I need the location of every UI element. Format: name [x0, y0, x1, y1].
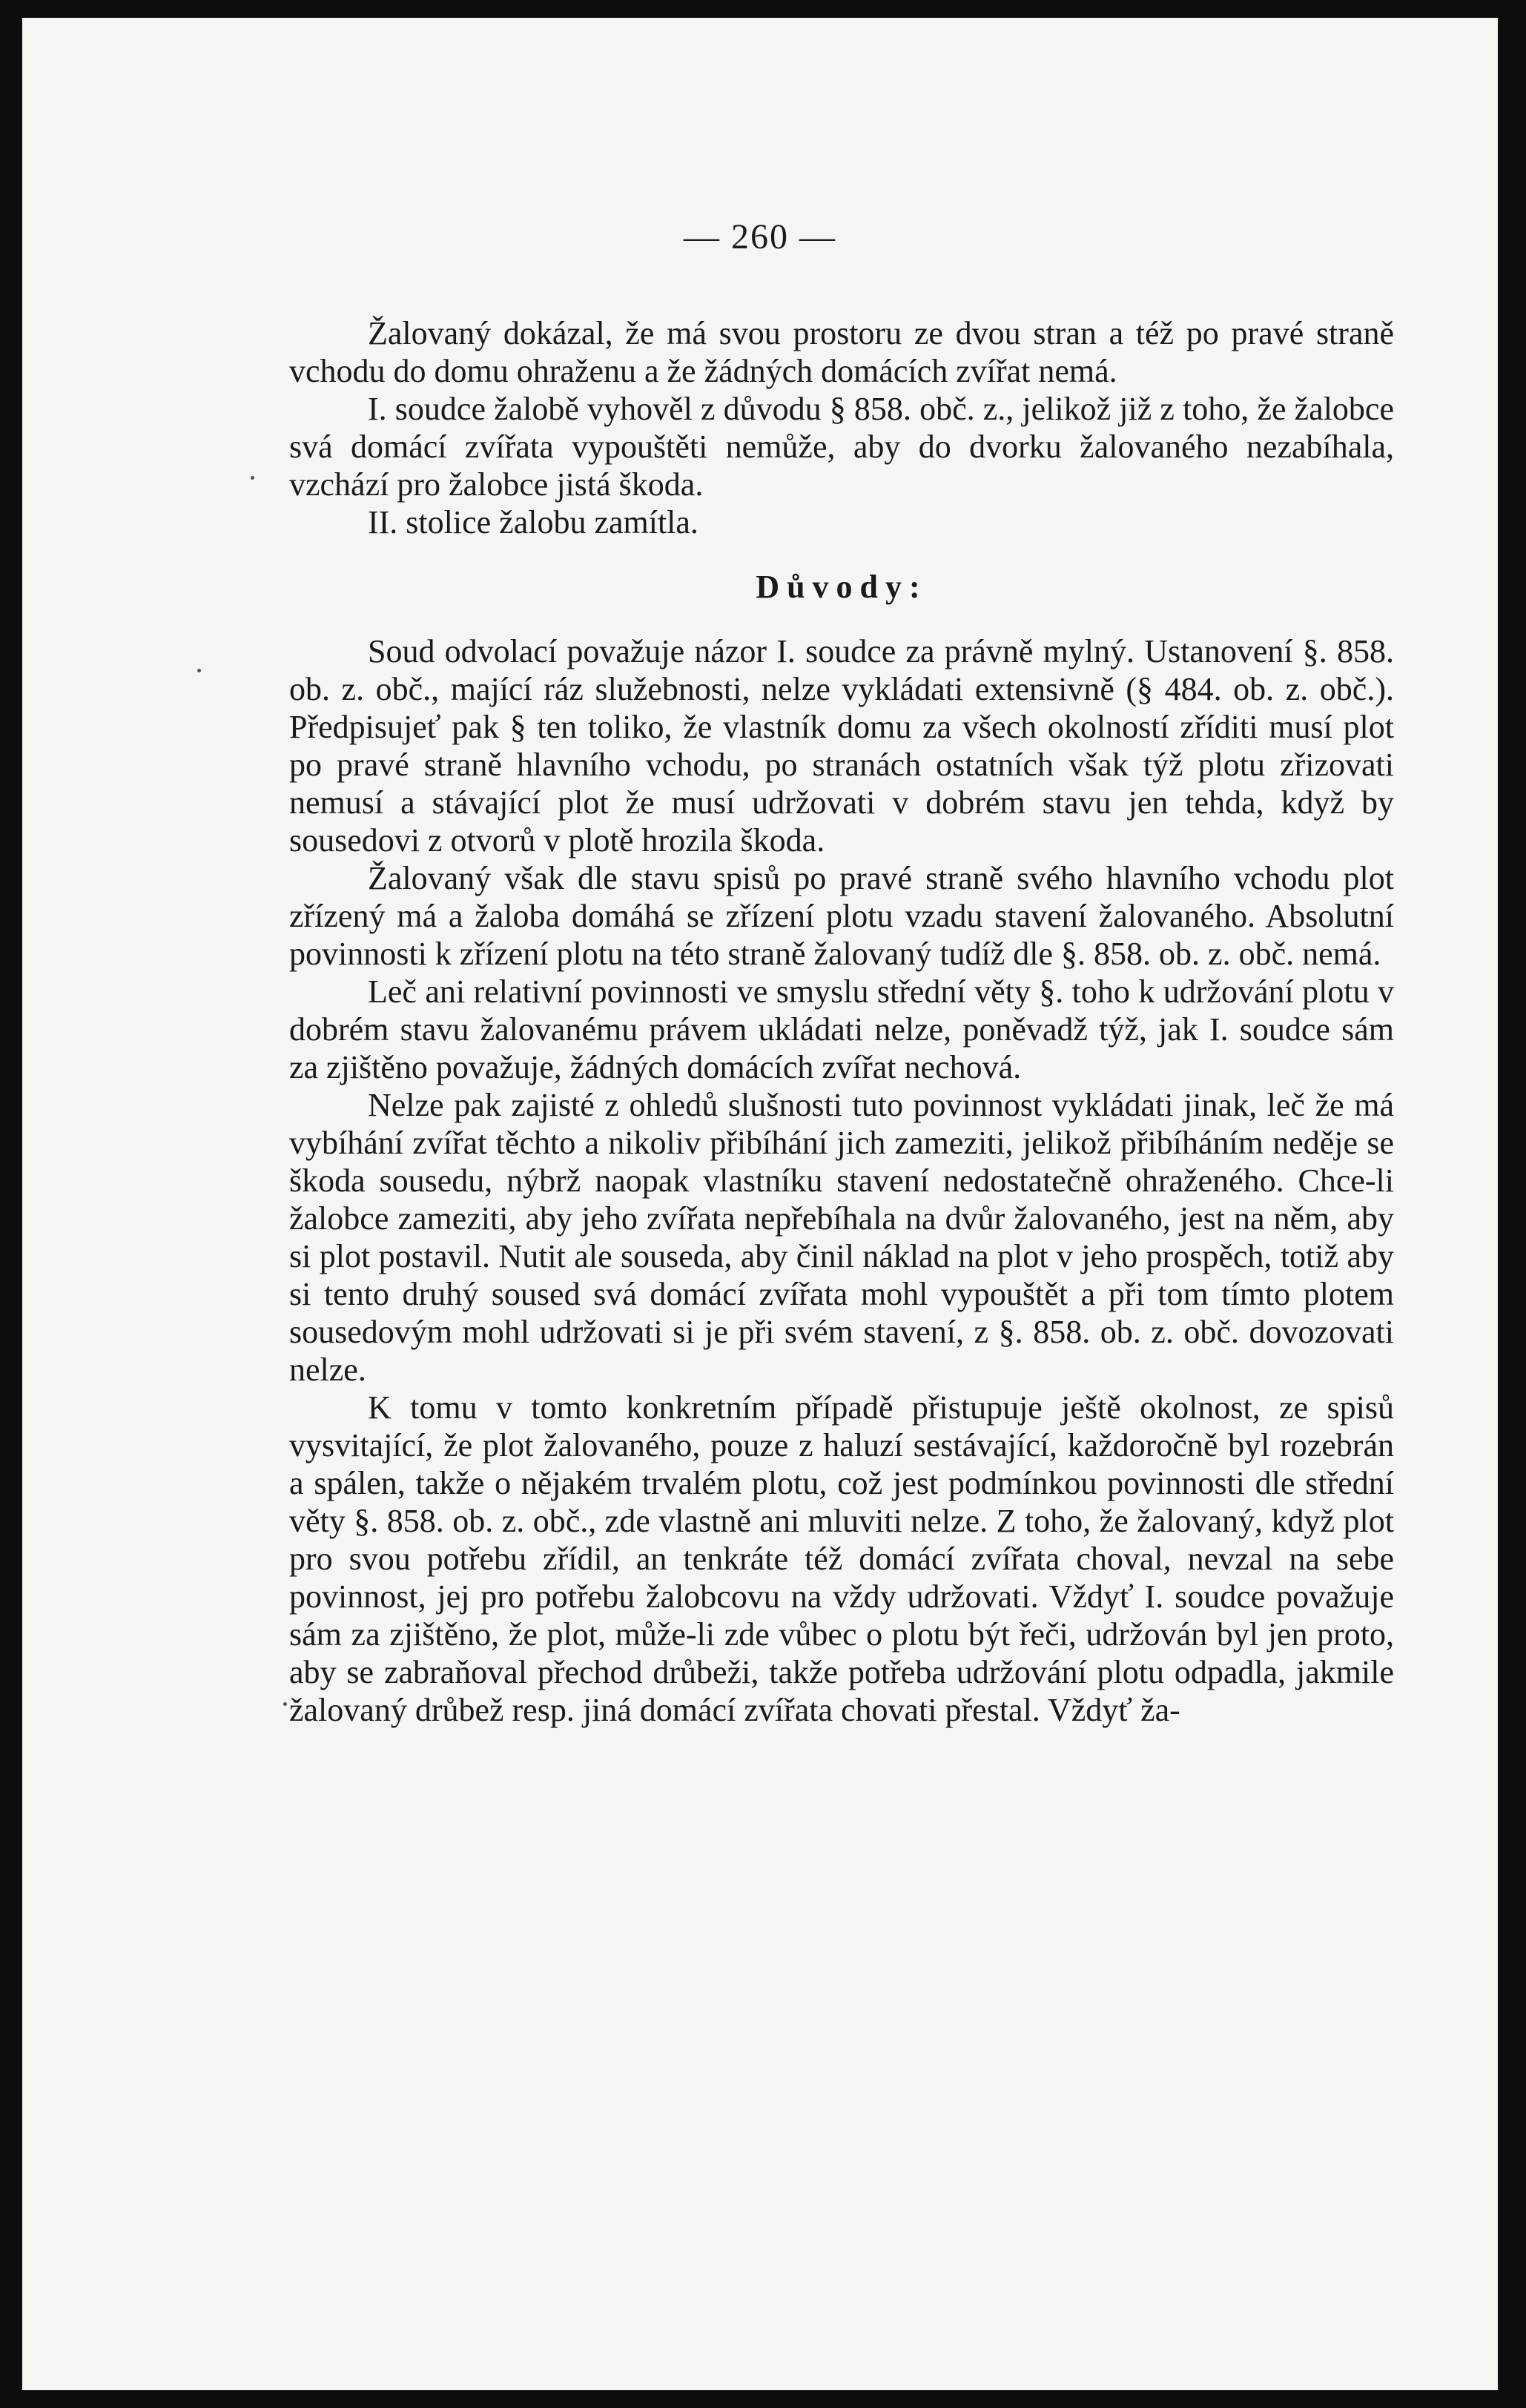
paper-speck — [197, 669, 201, 672]
paragraph: I. soudce žalobě vyhověl z důvodu § 858. obč. z., jelikož již z toho, že žalobce svá domácí zvířata vypouštěti nemůže, aby do dvorku žalovaného nezabíhala, vzchází pro žalobce jistá škoda. — [289, 391, 1394, 503]
paragraph: Nelze pak zajisté z ohledů slušnosti tuto povinnost vykládati jinak, leč že má vybíhání zvířat těchto a nikoliv přibíhání jich zameziti, jelikož přibíháním neděje se škoda sousedu, nýbrž naopak vlastníku stavení nedostatečně ohraženého. Chce-li žalobce zameziti, aby jeho zvířata nepřebíhala na dvůr žalovaného, jest na něm, aby si plot postavil. Nutit ale souseda, aby činil náklad na plot v jeho prospěch, totiž aby si tento druhý soused svá domácí zvířata mohl vypouštět a při tom tímto plotem sousedovým mohl udržovati si je při svém stavení, z §. 858. ob. z. obč. dovozovati nelze. — [289, 1087, 1394, 1388]
paragraph: Žalovaný však dle stavu spisů po pravé straně svého hlavního vchodu plot zřízený má a žaloba domáhá se zřízení plotu vzadu stavení žalovaného. Absolutní povinnosti k zřízení plotu na této straně žalovaný tudíž dle §. 858. ob. z. obč. nemá. — [289, 860, 1394, 972]
paper-speck — [251, 476, 254, 480]
paragraph: Soud odvolací považuje názor I. soudce za právně mylný. Ustanovení §. 858. ob. z. obč., mající ráz služebnosti, nelze vykládati extensivně (§ 484. ob. z. obč.). Předpisujeť pak § ten toliko, že vlastník domu za všech okolností zříditi musí plot po pravé straně hlavního vchodu, po stranách ostatních však týž plotu zřizovati nemusí a stávající plot že musí udržovati v dobrém stavu jen tehda, když by sousedovi z otvorů v plotě hrozila škoda. — [289, 633, 1394, 859]
body-text — [289, 314, 1394, 1729]
paragraph: Žalovaný dokázal, že má svou prostoru ze dvou stran a též po pravé straně vchodu do domu ohraženu a že žádných domácích zvířat nemá. — [289, 315, 1394, 389]
paragraph: II. stolice žalobu zamítla. — [368, 504, 698, 540]
paper-speck — [283, 1702, 287, 1706]
paragraph: Leč ani relativní povinnosti ve smyslu střední věty §. toho k udržování plotu v dobrém stavu žalovanému právem ukládati nelze, poněvadž týž, jak I. soudce sám za zjištěno považuje, žádných domácích zvířat nechová. — [289, 973, 1394, 1085]
paragraph: K tomu v tomto konkretním případě přistupuje ještě okolnost, ze spisů vysvitající, že plot žalovaného, pouze z haluzí sestávající, každoročně byl rozebrán a spálen, takže o nějakém trvalém plotu, což jest podmínkou povinnosti dle střední věty §. 858. ob. z. obč., zde vlastně ani mluviti nelze. Z toho, že žalovaný, když plot pro svou potřebu zřídil, an tenkráte též domácí zvířata choval, nevzal na sebe povinnost, jej pro potřebu žalobcovu na vždy udržovati. Vždyť I. soudce považuje sám za zjištěno, že plot, může-li zde vůbec o plotu být řeči, udržován byl jen proto, aby se zabraňoval přechod drůbeži, takže potřeba udržování plotu odpadla, jakmile žalovaný drůbež resp. jiná domácí zvířata chovati přestal. Vždyť ža- — [289, 1389, 1394, 1728]
page-number: — 260 — — [684, 217, 836, 257]
section-heading: Důvody: — [756, 569, 928, 605]
document-page — [22, 18, 1498, 2390]
